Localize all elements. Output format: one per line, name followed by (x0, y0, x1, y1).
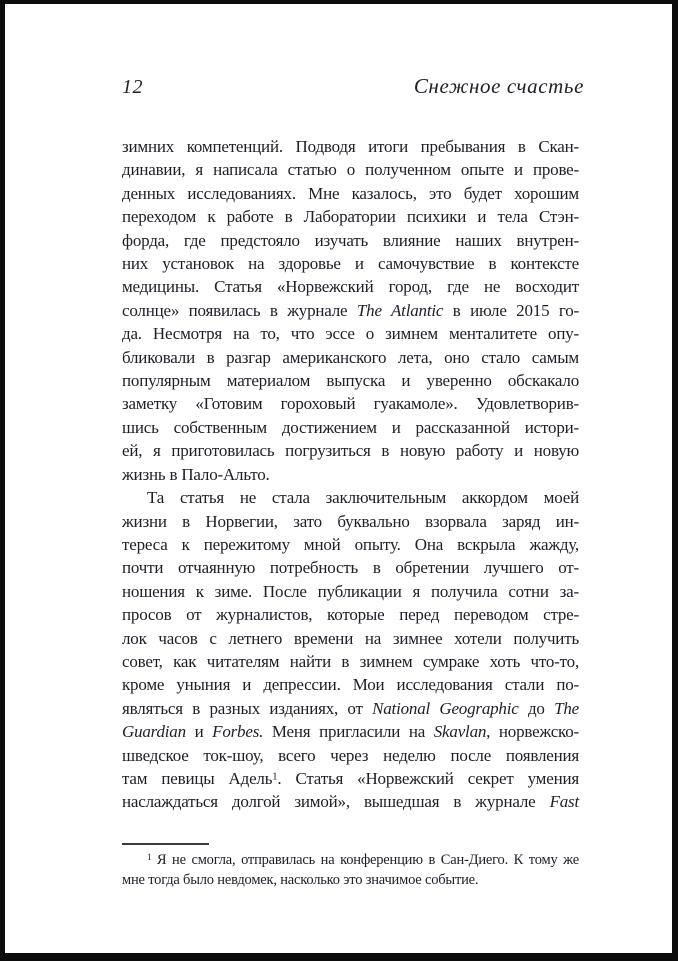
text-line: денных исследованиях. Мне казалось, это будет хорошим (122, 183, 579, 203)
text-line: переходом к работе в Лаборатории психики и тела Стэн- (122, 207, 579, 227)
text-line: мне тогда было невдомек, насколько это значимое событие. (122, 871, 479, 888)
text-line: кроме уныния и депрессии. Мои исследования стали по- (122, 675, 579, 695)
text-line: шведское ток-шоу, всего через неделю после появления (122, 745, 579, 765)
text-line: Guardian и Forbes. Меня пригласили на Skavlan, норвежско- (122, 722, 580, 742)
page-sheet (5, 4, 672, 953)
text-line: там певицы Адель$^1$. Статья «Норвежский секрет умения (122, 768, 579, 788)
text-line: являться в разных изданиях, от National Geographic до The (122, 698, 580, 718)
text-line: заметку «Готовим гороховый гуакамоле». Удовлетворив- (122, 394, 579, 414)
text-line: популярным материалом выпуска и уверенно обскакало (122, 371, 579, 391)
text-line: жизни в Норвегии, зато буквально взорвала заряд ин- (122, 511, 579, 531)
text-line: $^1$ Я не смогла, отправилась на конференцию в Сан-Диего. К тому же (147, 851, 579, 868)
text-line: ношения к зиме. После публикации я получила сотни за- (122, 581, 579, 601)
text-line: да. Несмотря на то, что эссе о зимнем менталитете опу- (122, 324, 579, 344)
text-line: Та статья не стала заключительным аккордом моей (147, 488, 579, 508)
text-line: бликовали в разгар американского лета, оно стало самым (122, 347, 579, 367)
text-line: ей, я приготовилась погрузиться в новую работу и новую (122, 441, 579, 461)
page-header (122, 74, 584, 99)
text-line: лок часов с летнего времени на зимнее хотели получить (122, 628, 579, 648)
text-line: тереса к пережитому мной опыту. Она вскрыла жажду, (122, 534, 579, 554)
page-number: 12 (122, 76, 143, 98)
text-line: совет, как читателям найти в зимнем сумраке хоть что-то, (122, 651, 579, 671)
footnote-divider (122, 843, 209, 845)
text-line: шись собственным достижением и рассказанной истори- (122, 417, 579, 437)
text-line: медицины. Статья «Норвежский город, где не восходит (122, 277, 579, 297)
text-line: форда, где предстояло изучать влияние наших внутрен- (122, 230, 579, 250)
text-line: наслаждаться долгой зимой», вышедшая в журнале Fast (122, 792, 579, 812)
footnote-text (122, 851, 579, 890)
text-line: просов от журналистов, которые перед переводом стре- (122, 605, 579, 625)
running-head: Снежное счастье (413, 74, 584, 98)
text-line: них установок на здоровье и самочувствие в контексте (122, 254, 579, 274)
text-line: динавии, я написала статью о полученном опыте и прове- (122, 160, 579, 180)
text-line: зимних компетенций. Подводя итоги пребывания в Скан- (122, 137, 579, 156)
body-text (122, 135, 579, 814)
text-line: жизнь в Пало-Альто. (122, 464, 270, 484)
text-line: почти отчаянную потребность в обретении лучшего от- (122, 558, 579, 578)
text-line: солнце» появилась в журнале The Atlantic в июле 2015 го- (122, 300, 579, 320)
